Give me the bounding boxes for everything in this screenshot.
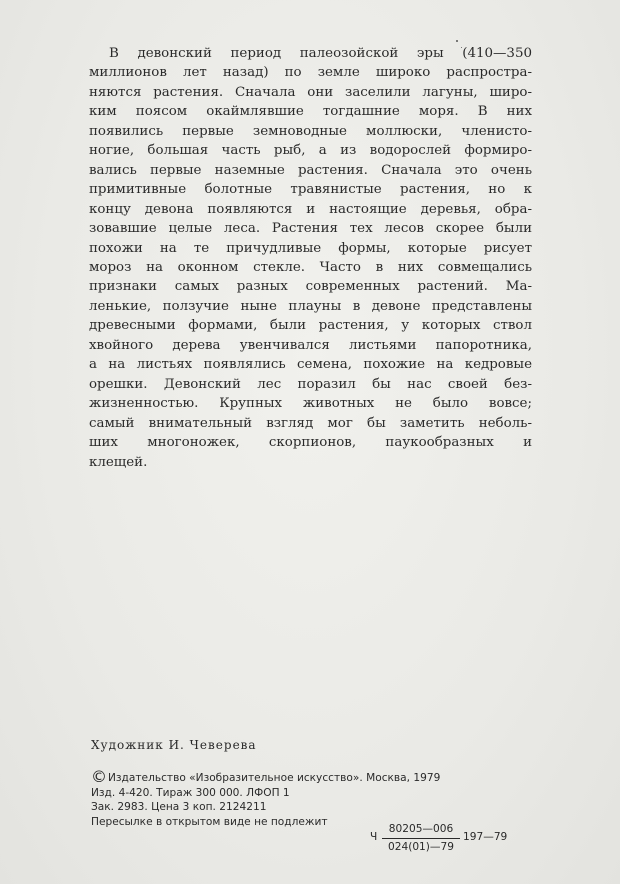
copyright-icon: ©	[91, 767, 107, 786]
body-line: миллионов лет назад) по земле широко распростра-	[89, 65, 532, 81]
body-line: орешки. Девонский лес поразил бы нас своей без-	[89, 376, 532, 392]
body-line: жизненностью. Крупных животных не было вовсе;	[89, 396, 532, 412]
index-denominator: 024(01)—79	[387, 840, 455, 853]
index-letter: Ч	[370, 831, 378, 843]
body-line: В девонский период палеозойской эры (410—350	[109, 46, 532, 61]
edition-line: Изд. 4-420. Тираж 300 000. ЛФОП 1	[91, 786, 290, 799]
body-line: признаки самых разных современных растений. Ма-	[89, 279, 532, 295]
body-line: концу девона появляются и настоящие деревья, обра-	[89, 201, 532, 217]
body-line: примитивные болотные травянистые растения, но к	[89, 182, 532, 198]
artist-credit: Художник И. Чеверева	[91, 738, 257, 752]
body-line: похожи на те причудливые формы, которые рисует	[89, 240, 532, 256]
print-speck	[456, 40, 458, 42]
index-numerator: 80205—006	[382, 822, 460, 839]
body-line: древесными формами, были растения, у которых ствол	[89, 318, 532, 334]
publisher-line: Издательство «Изобразительное искусство». Москва, 1979	[108, 772, 441, 784]
publisher-row	[91, 767, 531, 786]
body-line: появились первые земноводные моллюски, членисто-	[89, 123, 532, 139]
body-line: ших многоножек, скорпионов, паукообразных и	[89, 435, 532, 451]
body-line: самый внимательный взгляд мог бы заметить неболь-	[89, 415, 532, 431]
body-line: клещей.	[89, 454, 148, 470]
body-text	[89, 44, 532, 472]
postal-line: Пересылке в открытом виде не подлежит	[91, 815, 328, 828]
body-line: ленькие, ползучие ныне плауны в девоне представлены	[89, 298, 532, 314]
body-line: ногие, большая часть рыб, а из водорослей формиро-	[89, 143, 532, 159]
index-tail: 197—79	[463, 831, 508, 843]
body-line: хвойного дерева увенчивался листьями папоротника,	[89, 337, 532, 353]
body-line: зовавшие целые леса. Растения тех лесов скорее были	[89, 221, 532, 237]
body-line: няются растения. Сначала они заселили лагуны, широ-	[89, 84, 532, 100]
body-line: ким поясом окаймлявшие тогдашние моря. В них	[89, 104, 532, 120]
body-line: вались первые наземные растения. Сначала это очень	[89, 162, 532, 178]
body-line: а на листьях появлялись семена, похожие на кедровые	[89, 357, 532, 373]
order-line: Зак. 2983. Цена 3 коп. 2124211	[91, 801, 267, 813]
body-line: мороз на оконном стекле. Часто в них совмещались	[89, 259, 532, 275]
imprint-block	[91, 767, 531, 853]
